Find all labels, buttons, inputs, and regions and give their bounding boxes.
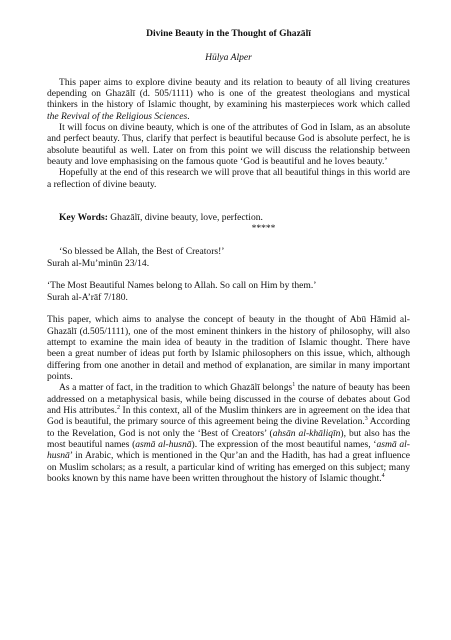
footnote-ref-2[interactable]: 2 — [117, 405, 121, 412]
epigraph-source-1: Surah al-Mu’minūn 23/14. — [47, 257, 150, 269]
epigraph-source-2: Surah al-A’rāf 7/180. — [47, 291, 128, 303]
body-paragraph-1: This paper, which aims to analyse the concept of beauty in the thought of Abū Hāmid al-Ghazālī (d.505/1111), one of the most eminent thinkers in the history of philosophy, will also attempt to examine the main idea of beauty in the tradition of Islamic thought. There have been a great number of ideas put forth by Islamic philosophers on this issue, which, although differing from one another in detail and method of explanation, are similar in many important points. — [47, 314, 410, 383]
keywords-line — [47, 212, 410, 223]
keywords-text: Ghazālī, divine beauty, love, perfection. — [107, 212, 263, 224]
keywords-label: Key Words: — [59, 212, 108, 224]
paper-title: Divine Beauty in the Thought of Ghazālī — [146, 28, 311, 39]
footnote-ref-3[interactable]: 3 — [364, 416, 368, 423]
footnote-ref-1[interactable]: 1 — [292, 382, 296, 389]
book-title: the Revival of the Religious Sciences — [47, 110, 188, 122]
body-paragraph-2: As a matter of fact, in the tradition to which Ghazālī belongs$^1$ the nature of beauty has been addressed on a metaphysical basis, while being discussed in the course of debates about God and His attributes.$^2$ In this context, all of the Muslim thinkers are in agreement on the idea that God is beautiful, the primary source of this agreement being the divine Revelation.$^3$ According to the Revelation, God is not only the ‘Best of Creators’ (ahsān al-khāliqīn), but also has the most beautiful names (asmā al-husnā). The expression of the most beautiful names, ‘asmā al-husnā’ in Arabic, which is mentioned in the Qur’an and the Hadith, has had a great influence on Muslim scholars; as a result, a particular kind of writing has emerged on this subject; many books known by this name have been written throughout the history of Islamic thought.$^4$ — [47, 382, 411, 485]
epigraph-quote-2: ‘The Most Beautiful Names belong to Allah. So call on Him by them.’ — [47, 280, 317, 292]
author-name: Hülya Alper — [205, 52, 252, 64]
section-separator: ***** — [251, 223, 276, 235]
epigraph-quote-1: ‘So blessed be Allah, the Best of Creators!’ — [59, 246, 225, 258]
abstract-paragraph-3: Hopefully at the end of this research we will prove that all beautiful things in this world are a reflection of divine beauty. — [47, 167, 410, 190]
abstract-paragraph-1: This paper aims to explore divine beauty and its relation to beauty of all living creatures depending on Ghazālī (d. 505/1111) who is one of the greatest theologians and mystical thinkers in the history of Islamic thought, by examining his masterpieces work which called the Revival of the Religious Sciences. — [47, 76, 410, 122]
footnote-ref-4[interactable]: 4 — [381, 473, 385, 480]
abstract-paragraph-2: It will focus on divine beauty, which is one of the attributes of God in Islam, as an absolute and perfect beauty. Thus, clarify that perfect is beautiful because God is absolute perfect, he is absolute beautiful as well. Later on from this point we will discuss the relationship between beauty and love emphasising on the famous quote ‘God is beautiful and he loves beauty.’ — [47, 122, 410, 168]
